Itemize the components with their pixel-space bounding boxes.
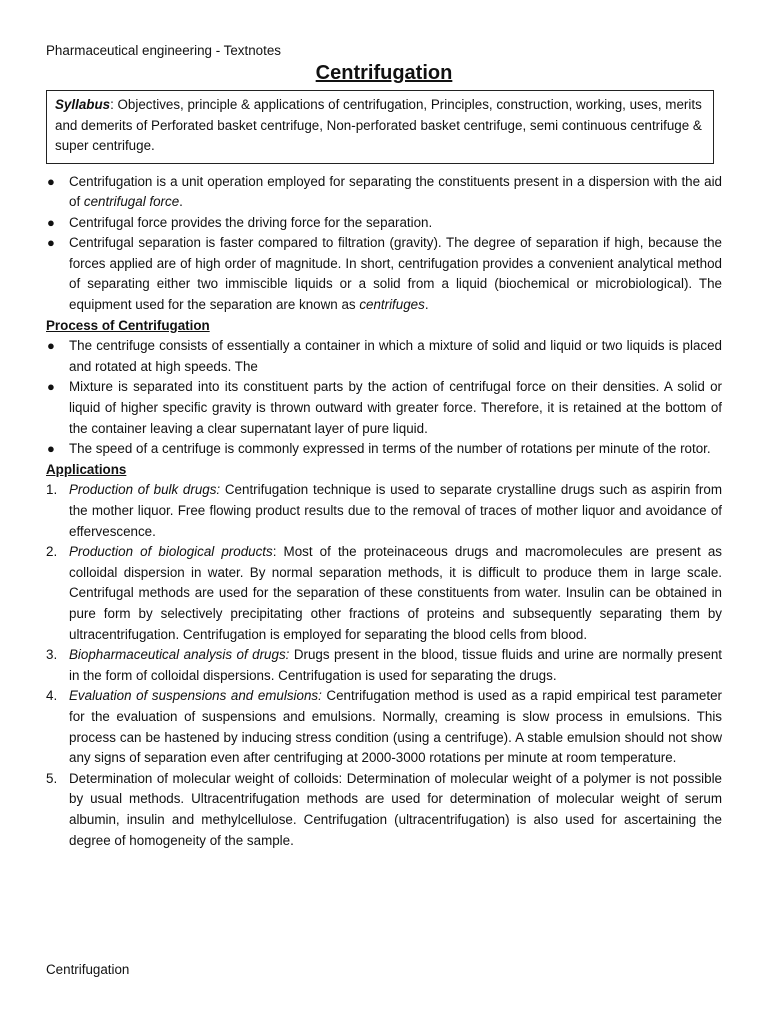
bullet-marker: ● bbox=[47, 338, 55, 354]
process-bullet-list bbox=[46, 336, 722, 460]
application-item: 5. Determination of molecular weight of colloids: Determination of molecular weight of a polymer is not possible by usual methods. Ultracentrifugation methods are used for determination of molecular weight of serum albumin, insulin and methylcellulose. Centrifugation (ultracentrifugation) is also used for ascertaining the degree of homogeneity of the sample. bbox=[46, 770, 722, 848]
page-footer: Centrifugation bbox=[46, 962, 130, 977]
bullet-marker: ● bbox=[47, 379, 55, 395]
process-bullet: ● The speed of a centrifuge is commonly expressed in terms of the number of rotations per minute of the rotor. bbox=[46, 439, 722, 460]
intro-bullet-list bbox=[46, 172, 722, 316]
syllabus-label: Syllabus bbox=[55, 97, 111, 112]
bullet-marker: ● bbox=[47, 214, 55, 230]
document-page bbox=[46, 42, 722, 851]
application-item: 2. Production of biological products: Most of the proteinaceous drugs and macromolecules are present as colloidal dispersion in water. By normal separation methods, it is difficult to produce them in large scale. Centrifugal methods are used for the separation of these constituents from water. Insulin can be obtained in pure form by selectively precipitating other fractions of proteins and subsequently separating them by ultracentrifugation. Centrifugation is employed for separating the blood cells from blood. bbox=[46, 544, 722, 642]
applications-heading: Applications bbox=[46, 461, 127, 477]
page-title: Centrifugation bbox=[315, 62, 453, 84]
process-bullet: ● The centrifuge consists of essentially a container in which a mixture of solid and liquid or two liquids is placed and rotated at high speeds. The bbox=[47, 338, 722, 374]
intro-bullet: ● Centrifugal force provides the driving force for the separation. bbox=[46, 213, 722, 234]
bullet-marker: ● bbox=[47, 235, 55, 251]
syllabus-text: : Objectives, principle & applications of centrifugation, Principles, construction, working, uses, merits and demerits of Perforated basket centrifuge, Non-perforated basket centrifuge, semi continuous centrifuge & super centrifuge. bbox=[55, 97, 702, 153]
syllabus-box bbox=[46, 90, 714, 164]
application-item: 3. Biopharmaceutical analysis of drugs: Drugs present in the blood, tissue fluids and urine are normally present in the form of colloidal dispersions. Centrifugation is used for separating the drugs. bbox=[46, 647, 722, 683]
process-heading: Process of Centrifugation bbox=[46, 317, 210, 333]
bullet-marker: ● bbox=[47, 441, 55, 457]
process-bullet: ● Mixture is separated into its constituent parts by the action of centrifugal force on their densities. A solid or liquid of higher specific gravity is thrown outward with greater force. Therefore, it is retained at the bottom of the container leaving a clear supernatant layer of pure liquid. bbox=[47, 379, 722, 436]
intro-bullet: ● Centrifugation is a unit operation employed for separating the constituents present in a dispersion with the aid of centrifugal force. bbox=[47, 173, 722, 210]
document-header: Pharmaceutical engineering - Textnotes bbox=[46, 43, 281, 58]
application-item: 1. Production of bulk drugs: Centrifugation technique is used to separate crystalline drugs such as aspirin from the mother liquor. Free flowing product results due to the removal of traces of mother liquor and avoidance of effervescence. bbox=[46, 482, 722, 539]
intro-bullet: ● Centrifugal separation is faster compared to filtration (gravity). The degree of separation if high, because the forces applied are of high order of magnitude. In short, centrifugation provides a convenient analytical method of separating either two immiscible liquids or a solid from a liquid (biochemical or microbiological). The equipment used for the separation are known as centrifuges. bbox=[47, 235, 722, 313]
bullet-marker: ● bbox=[47, 173, 55, 189]
applications-list bbox=[46, 480, 722, 851]
application-item: 4. Evaluation of suspensions and emulsions: Centrifugation method is used as a rapid empirical test parameter for the evaluation of suspensions and emulsions. Normally, creaming is slow process in emulsions. This process can be hastened by inducing stress condition (using a centrifuge). A stable emulsion should not show any signs of separation even after centrifuging at 2000-3000 rotations per minute at room temperature. bbox=[46, 688, 723, 766]
